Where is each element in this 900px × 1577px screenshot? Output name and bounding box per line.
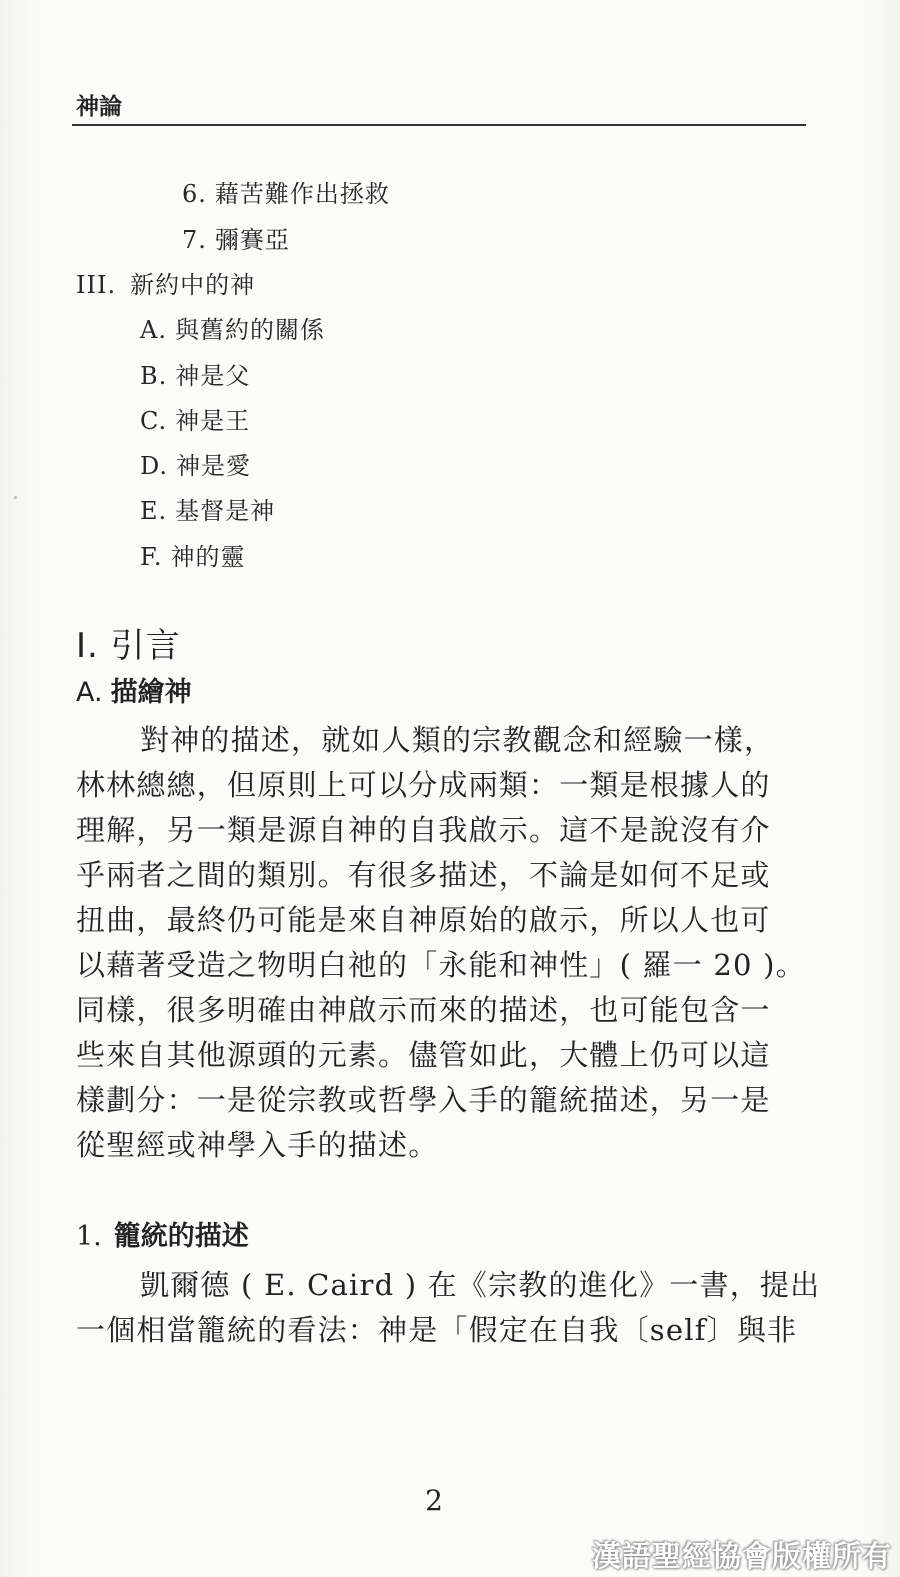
section-title: I. 引言 [76,626,181,666]
outline-item: E. 基督是神 [140,497,276,525]
body-line: 乎兩者之間的類別。有很多描述，不論是如何不足或 [76,858,771,892]
body-line: 從聖經或神學入手的描述。 [76,1128,439,1162]
body-line: 些來自其他源頭的元素。儘管如此，大體上仍可以這 [76,1038,771,1072]
outline-item: A. 與舊約的關係 [140,316,325,344]
outline-item: D. 神是愛 [140,452,252,480]
body-line: 林林總總，但原則上可以分成兩類：一類是根據人的 [76,768,771,802]
paper-speck [14,496,17,499]
outline-section: III. 新約中的神 [76,271,256,299]
subsection-title: A. 描繪神 [76,677,192,708]
header-rule [72,124,806,126]
outline-item: 7. 彌賽亞 [182,226,290,254]
outline-item: F. 神的靈 [140,543,246,571]
page-number: 2 [425,1484,443,1517]
body-line: 對神的描述，就如人類的宗教觀念和經驗一樣， [140,723,775,757]
outline-item: 6. 藉苦難作出拯救 [182,180,390,208]
body-line: 凱爾德 ( E. Caird ) 在《宗教的進化》一書，提出 [140,1268,821,1302]
body-line: 同樣，很多明確由神啟示而來的描述，也可能包含一 [76,993,771,1027]
outline-item: C. 神是王 [140,407,251,435]
body-line: 以藉著受造之物明白祂的「永能和神性」( 羅一 20 )。 [76,948,806,982]
outline-item: B. 神是父 [140,362,251,390]
body-line: 理解，另一類是源自神的自我啟示。這不是說沒有介 [76,813,771,847]
body-line: 樣劃分：一是從宗教或哲學入手的籠統描述，另一是 [76,1083,771,1117]
body-line: 扭曲，最終仍可能是來自神原始的啟示，所以人也可 [76,903,771,937]
running-head: 神論 [76,94,122,120]
body-line: 一個相當籠統的看法：神是「假定在自我〔self〕與非 [76,1313,798,1347]
numbered-subheading: 1. 籠統的描述 [76,1221,249,1252]
copyright-watermark: 漢語聖經協會版權所有 [591,1539,892,1573]
